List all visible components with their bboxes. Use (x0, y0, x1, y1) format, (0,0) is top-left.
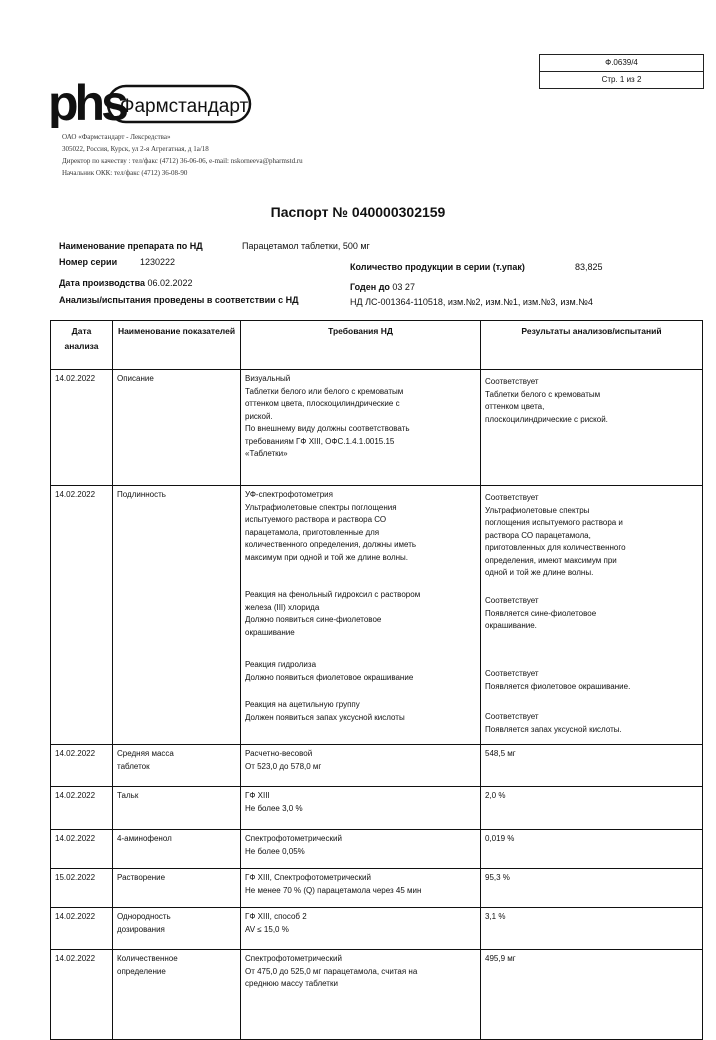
requirement-line: среднюю массу таблетки (245, 979, 338, 988)
requirement-line: максимум при одной и той же длине волны. (245, 552, 409, 562)
result-block (485, 665, 698, 708)
result-line: раствора СО парацетамола, (485, 530, 591, 540)
result-block (485, 833, 698, 846)
requirement-line: Должно появиться фиолетовое окрашивание (245, 672, 414, 682)
result-line: 0,019 % (485, 834, 515, 843)
indicator-line: Описание (117, 374, 154, 383)
requirement-line: требованиям ГФ XIII, ОФС.1.4.1.0015.15 (245, 436, 395, 446)
nd-label: Анализы/испытания проведены в соответствии с НД (59, 295, 299, 305)
table-row (51, 830, 703, 869)
requirement-line: окрашивание (245, 627, 295, 637)
requirement-line: Таблетки белого или белого с кремоватым (245, 386, 404, 396)
result-line: приготовленных для количественного (485, 543, 626, 552)
requirement-line: ГФ XIII, способ 2 (245, 912, 307, 921)
result-line: плоскоцилиндрические с риской. (485, 414, 608, 424)
indicator-line: Количественное (117, 954, 178, 963)
table-row (51, 787, 703, 830)
indicator-line: таблеток (117, 761, 150, 771)
production-date (59, 278, 193, 288)
qty-value: 83,825 (575, 262, 603, 272)
expiry-value: 03 27 (392, 282, 415, 292)
requirement-line: Ультрафиолетовые спектры поглощения (245, 502, 397, 512)
form-code: Ф.0639/4 (605, 58, 638, 67)
company-line: ОАО «Фармстандарт - Лексредства» (62, 133, 171, 141)
table-row (51, 950, 703, 1040)
form-code-box (539, 54, 704, 89)
cell-date (51, 486, 113, 745)
result-line: 95,3 % (485, 873, 510, 882)
cell-indicator (113, 830, 241, 869)
result-line: Таблетки белого с кремоватым (485, 389, 601, 399)
requirement-line: «Таблетки» (245, 449, 288, 458)
cell-results (481, 908, 703, 950)
result-line: 2,0 % (485, 791, 506, 800)
result-line: Ультрафиолетовые спектры (485, 505, 590, 515)
requirement-block (245, 833, 476, 858)
indicator-line: Тальк (117, 791, 139, 800)
table-header (51, 321, 703, 370)
requirement-block (245, 911, 476, 936)
cell-results (481, 950, 703, 1040)
table-row (51, 745, 703, 787)
cell-date (51, 869, 113, 908)
cell-results (481, 370, 703, 486)
table-row (51, 486, 703, 745)
cell-requirements (241, 908, 481, 950)
result-block (485, 708, 698, 741)
cell-date (51, 950, 113, 1040)
qty-label: Количество продукции в серии (т.упак) (350, 262, 525, 272)
requirement-block (245, 748, 476, 773)
analysis-date: 14.02.2022 (55, 791, 96, 800)
result-line: поглощения испытуемого раствора и (485, 518, 623, 527)
document-title: Паспорт № 040000302159 (270, 204, 446, 220)
date-label: Дата производства (59, 278, 145, 288)
table-row (51, 869, 703, 908)
indicator-line: Подлинность (117, 490, 166, 499)
requirement-line: Спектрофотометрический (245, 954, 342, 963)
analysis-date: 15.02.2022 (55, 873, 96, 882)
requirement-line: Расчетно-весовой (245, 749, 313, 758)
header-results: Результаты анализов/испытаний (481, 321, 703, 370)
result-line: одной и той же длине волны. (485, 568, 594, 577)
requirement-line: По внешнему виду должны соответствовать (245, 424, 410, 433)
requirement-block (245, 872, 476, 897)
header-indicator: Наименование показателей (113, 321, 241, 370)
requirement-line: УФ-спектрофотометрия (245, 490, 333, 499)
indicator-line: Средняя масса (117, 749, 174, 758)
result-line: Соответствует (485, 596, 539, 605)
requirement-line: Реакция на фенольный гидроксил с раствором (245, 590, 421, 599)
cell-indicator (113, 787, 241, 830)
header-date: Дата анализа (51, 321, 113, 370)
company-logo (48, 80, 253, 128)
cell-requirements (241, 869, 481, 908)
requirement-line: Визуальный (245, 374, 291, 383)
result-line: Соответствует (485, 669, 539, 678)
cell-requirements (241, 787, 481, 830)
requirement-line: парацетамола, приготовленные для (245, 527, 380, 537)
company-line: 305022, Россия, Курск, ул 2-я Агрегатная, д 1а/18 (62, 145, 209, 153)
cell-date (51, 745, 113, 787)
expiry-label: Годен до (350, 282, 390, 292)
cell-indicator (113, 869, 241, 908)
result-line: окрашивание. (485, 621, 537, 630)
date-value: 06.02.2022 (147, 278, 193, 288)
result-line: Соответствует (485, 712, 539, 721)
analysis-date: 14.02.2022 (55, 374, 96, 383)
result-line: Соответствует (485, 493, 539, 502)
company-line: Начальник ОКК: тел/факс (4712) 36-08-90 (62, 169, 188, 177)
drug-label: Наименование препарата по НД (59, 241, 203, 251)
cell-indicator (113, 745, 241, 787)
series-label: Номер серии (59, 257, 118, 267)
result-block (485, 872, 698, 885)
cell-requirements (241, 486, 481, 745)
cell-requirements (241, 370, 481, 486)
requirement-line: От 475,0 до 525,0 мг парацетамола, считая на (245, 966, 418, 976)
result-block (485, 373, 698, 482)
result-line: Появляется фиолетовое окрашивание. (485, 681, 631, 691)
cell-indicator (113, 370, 241, 486)
table-row (51, 908, 703, 950)
result-line: 548,5 мг (485, 749, 516, 758)
cell-date (51, 830, 113, 869)
cell-indicator (113, 486, 241, 745)
requirement-line: риской. (245, 411, 273, 421)
result-block (485, 592, 698, 665)
cell-results (481, 830, 703, 869)
company-address (62, 131, 303, 179)
cell-indicator (113, 908, 241, 950)
requirement-line: Не более 0,05% (245, 846, 305, 856)
indicator-line: 4-аминофенол (117, 834, 172, 843)
svg-text:Фармстандарт: Фармстандарт (120, 96, 249, 117)
requirement-block (245, 659, 476, 699)
requirement-line: испытуемого раствора и раствора СО (245, 515, 387, 524)
page-number: Стр. 1 из 2 (540, 71, 703, 88)
expiry (350, 282, 415, 292)
result-block (485, 790, 698, 803)
requirement-line: От 523,0 до 578,0 мг (245, 761, 322, 771)
requirement-line: Не более 3,0 % (245, 803, 303, 813)
result-line: Появляется сине-фиолетовое (485, 608, 597, 618)
requirement-block (245, 373, 476, 479)
cell-requirements (241, 830, 481, 869)
nd-value: НД ЛС-001364-110518, изм.№2, изм.№1, изм.№3, изм.№4 (350, 297, 593, 307)
requirement-line: количественного определения, должны иметь (245, 540, 417, 549)
cell-date (51, 370, 113, 486)
analysis-date: 14.02.2022 (55, 954, 96, 963)
requirement-line: ГФ XIII, Спектрофотометрический (245, 873, 371, 882)
analysis-date: 14.02.2022 (55, 490, 96, 499)
result-block (485, 489, 698, 592)
result-block (485, 911, 698, 924)
indicator-line: дозирования (117, 924, 165, 934)
requirement-line: Не менее 70 % (Q) парацетамола через 45 мин (245, 885, 422, 895)
result-line: 3,1 % (485, 912, 506, 921)
cell-date (51, 787, 113, 830)
requirement-block (245, 589, 476, 659)
series-value: 1230222 (140, 257, 176, 267)
requirement-block (245, 489, 476, 589)
requirement-block (245, 790, 476, 815)
cell-results (481, 869, 703, 908)
cell-indicator (113, 950, 241, 1040)
requirement-block (245, 953, 476, 991)
requirement-line: Реакция на ацетильную группу (245, 700, 360, 709)
analysis-date: 14.02.2022 (55, 912, 96, 921)
indicator-line: Растворение (117, 873, 166, 882)
indicator-line: определение (117, 966, 166, 976)
header-requirements: Требования НД (241, 321, 481, 370)
requirement-line: железа (III) хлорида (245, 602, 320, 612)
drug-value: Парацетамол таблетки, 500 мг (242, 241, 370, 251)
analysis-date: 14.02.2022 (55, 834, 96, 843)
requirement-line: Спектрофотометрический (245, 834, 342, 843)
svg-text:phs: phs (48, 80, 125, 128)
cell-requirements (241, 745, 481, 787)
cell-results (481, 787, 703, 830)
result-block (485, 953, 698, 966)
analysis-table (50, 320, 703, 1040)
requirement-line: ГФ XIII (245, 791, 270, 800)
requirement-line: оттенком цвета, плоскоцилиндрические с (245, 399, 400, 408)
requirement-line: Реакция гидролиза (245, 660, 317, 669)
company-line: Директор по качеству : тел/факс (4712) 36-06-06, e-mail: nskorneeva@pharmstd.ru (62, 157, 303, 165)
cell-date (51, 908, 113, 950)
requirement-block (245, 699, 476, 729)
result-line: Соответствует (485, 377, 539, 386)
requirement-line: Должен появиться запах уксусной кислоты (245, 712, 405, 722)
cell-results (481, 486, 703, 745)
result-line: 495,9 мг (485, 954, 516, 963)
result-line: оттенком цвета, (485, 402, 545, 411)
cell-requirements (241, 950, 481, 1040)
analysis-date: 14.02.2022 (55, 749, 96, 758)
table-row (51, 370, 703, 486)
requirement-line: AV ≤ 15,0 % (245, 924, 289, 934)
requirement-line: Должно появиться сине-фиолетовое (245, 615, 382, 624)
result-line: Появляется запах уксусной кислоты. (485, 724, 622, 734)
cell-results (481, 745, 703, 787)
indicator-line: Однородность (117, 912, 171, 921)
result-line: определения, имеют максимум при (485, 555, 617, 565)
result-block (485, 748, 698, 761)
